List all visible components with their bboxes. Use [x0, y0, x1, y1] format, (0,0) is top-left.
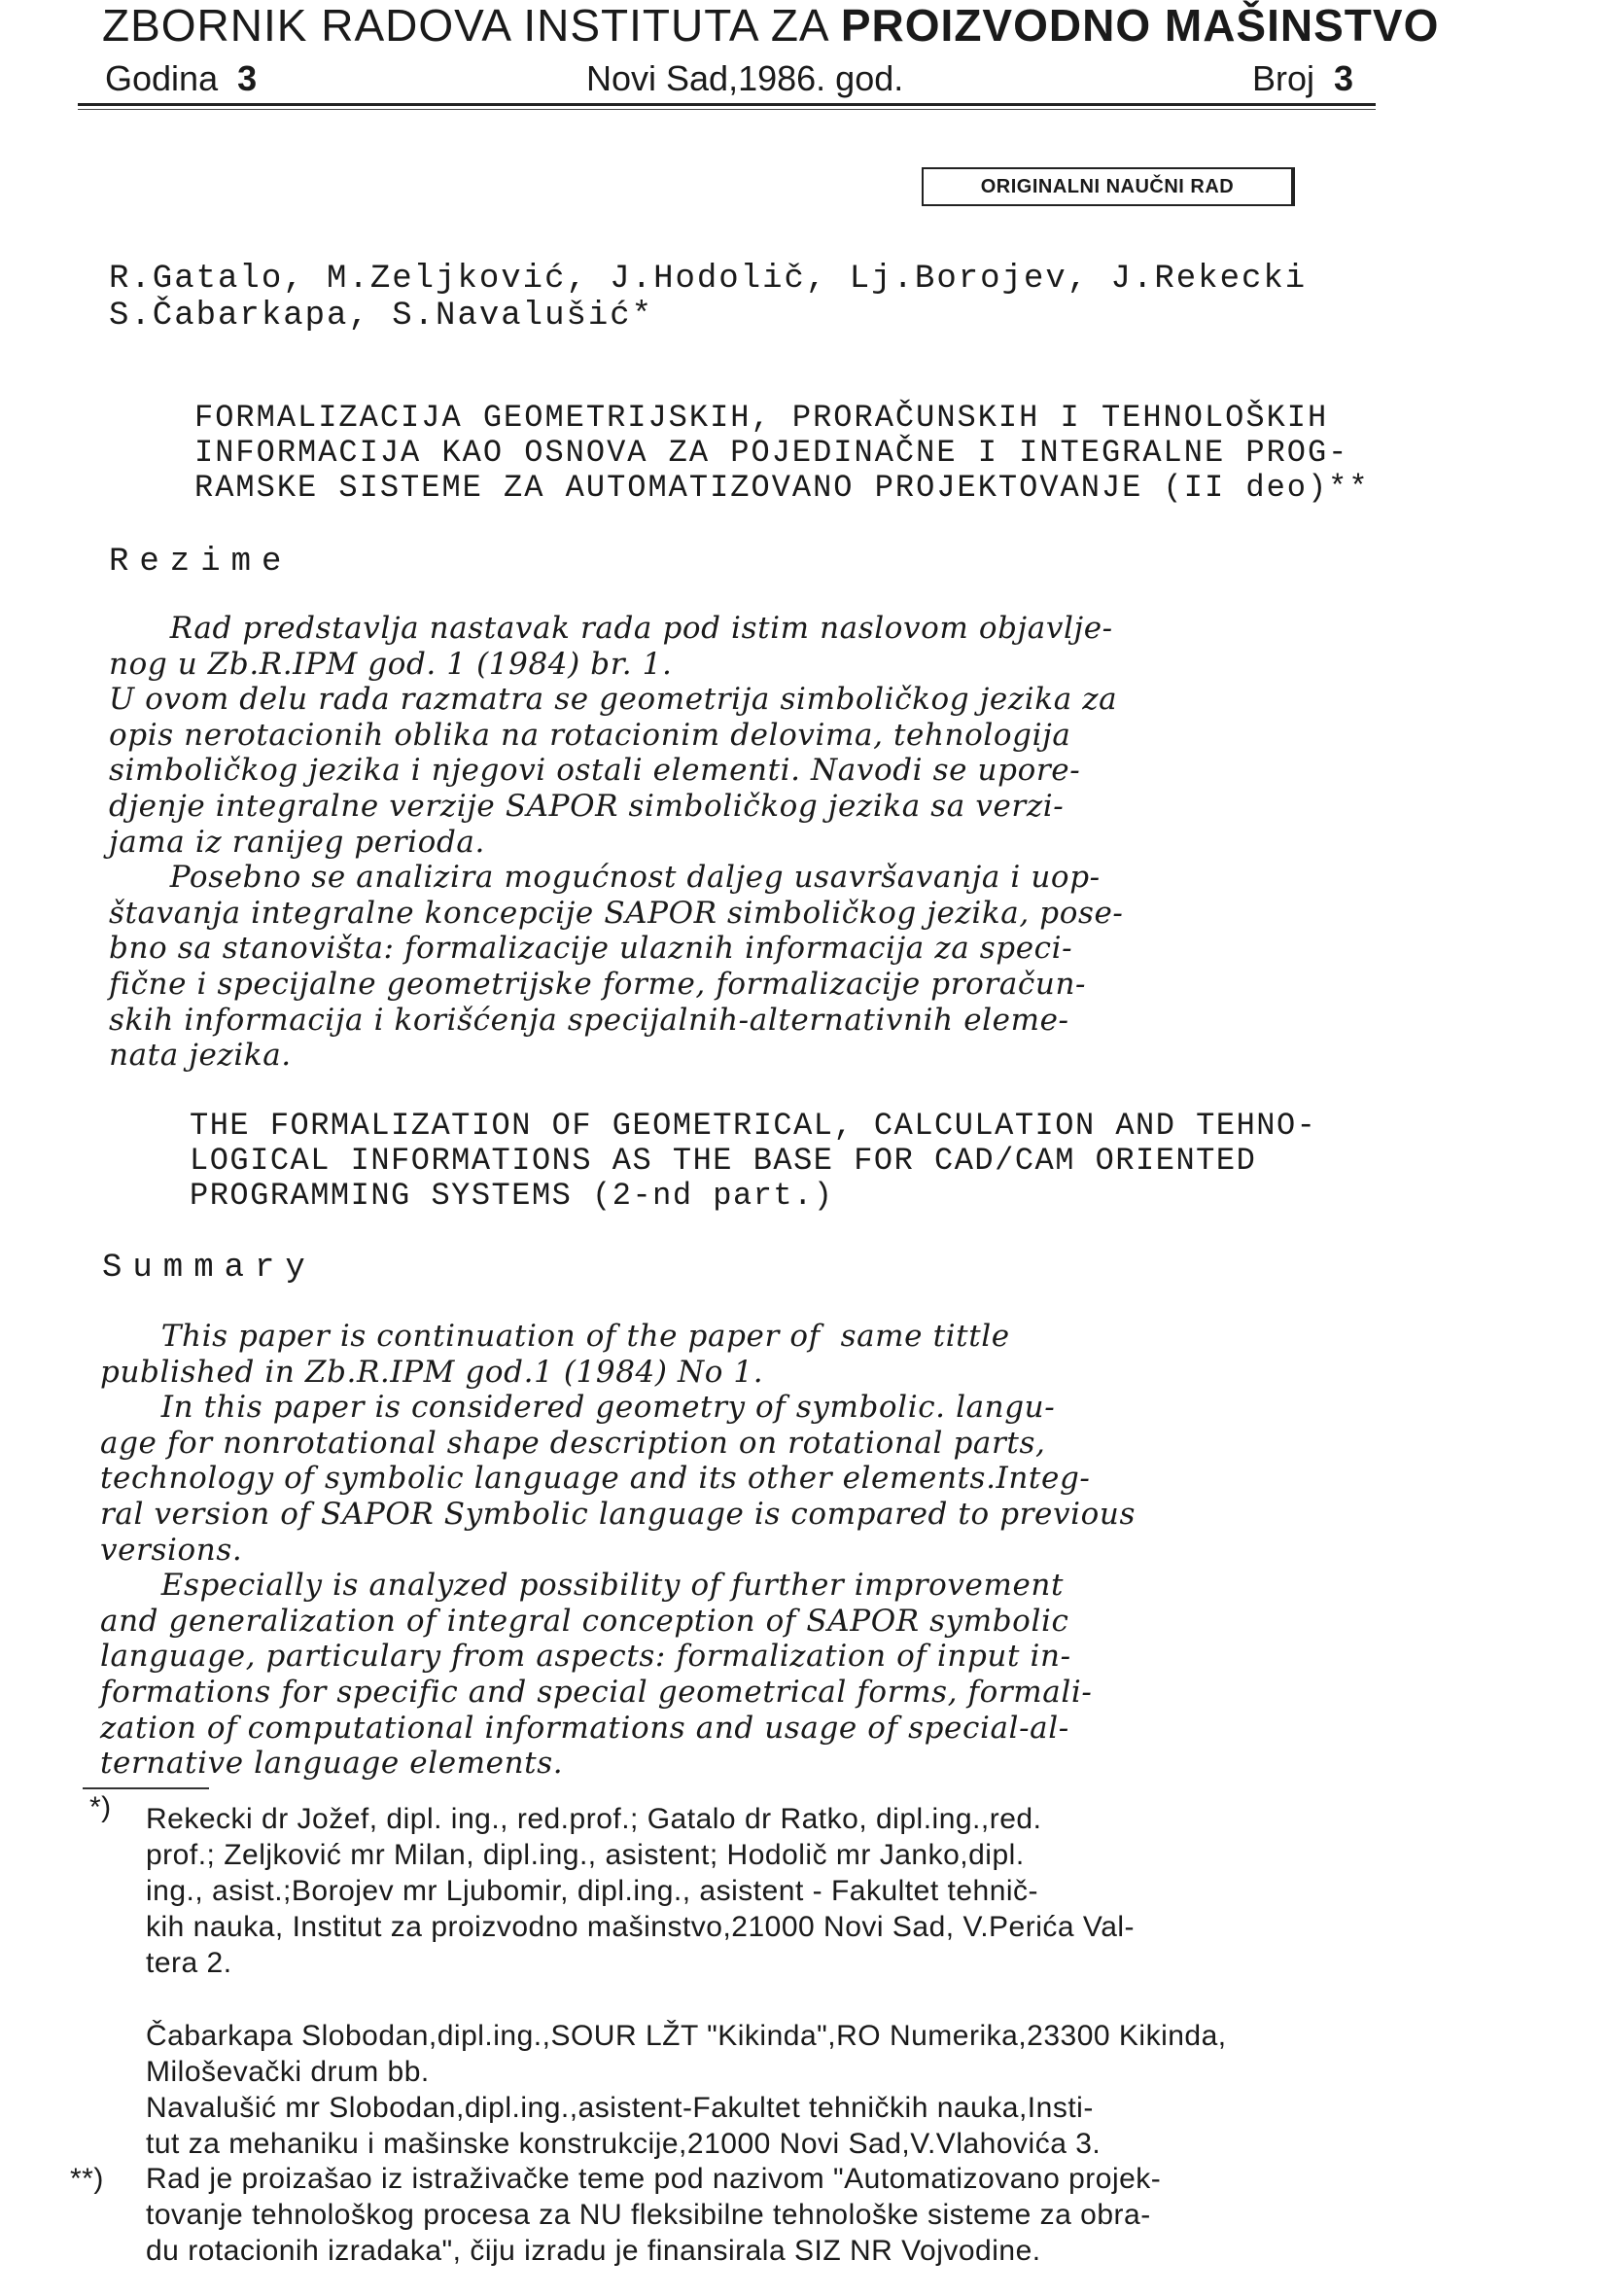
- footnote-line: tera 2.: [146, 1947, 232, 1979]
- abstract-line: This paper is continuation of the paper of same tittle: [100, 1319, 1010, 1354]
- abstract-line: formations for specific and special geometrical forms, formali-: [100, 1674, 1093, 1710]
- summary-heading: Summary: [102, 1250, 316, 1287]
- place-date: Novi Sad,1986. god.: [586, 58, 904, 98]
- abstract-line: U ovom delu rada razmatra se geometrija simboličkog jezika za: [109, 682, 1118, 718]
- abstract-line: jama iz ranijeg perioda.: [109, 824, 485, 860]
- issue-value: 3: [1334, 58, 1354, 98]
- title-serbian: [194, 401, 1370, 506]
- abstract-english: [100, 1319, 1442, 1782]
- abstract-line: zation of computational informations and usage of special-al-: [100, 1710, 1069, 1746]
- journal-title-regular: ZBORNIK RADOVA INSTITUTA ZA: [102, 0, 828, 51]
- abstract-line: age for nonrotational shape description on rotational parts,: [100, 1425, 1046, 1461]
- footnote-line: Rad je proizašao iz istraživačke teme pod nazivom "Automatizovano projek-: [146, 2163, 1162, 2195]
- title-line: INFORMACIJA KAO OSNOVA ZA POJEDINAČNE I INTEGRALNE PROG-: [194, 435, 1349, 471]
- abstract-line: Especially is analyzed possibility of further improvement: [100, 1568, 1065, 1604]
- authors-line: R.Gatalo, M.Zeljković, J.Hodolič, Lj.Borojev, J.Rekecki: [109, 261, 1308, 298]
- abstract-line: Posebno se analizira mogućnost daljeg usavršavanja i uop-: [109, 860, 1101, 896]
- footnote-mark: **): [70, 2163, 104, 2195]
- abstract-line: opis nerotacionih oblika na rotacionim delovima, tehnologija: [109, 717, 1071, 753]
- authors: [109, 261, 1307, 335]
- footnote-line: du rotacionih izradaka", čiju izradu je finansirala SIZ NR Vojvodine.: [146, 2235, 1041, 2267]
- abstract-line: ral version of SAPOR Symbolic language is compared to previous: [100, 1496, 1136, 1532]
- title-line: THE FORMALIZATION OF GEOMETRICAL, CALCULATION AND TEHNO-: [190, 1108, 1317, 1144]
- footnote-line: tovanje tehnološkog procesa za NU fleksibilne tehnološke sisteme za obra-: [146, 2199, 1151, 2231]
- header-rule-thin: [78, 109, 1376, 110]
- footnote-authors-ftn: [146, 1801, 1135, 1981]
- title-english: [190, 1109, 1316, 1214]
- journal-title: [102, 0, 1440, 51]
- abstract-line: nog u Zb.R.IPM god. 1 (1984) br. 1.: [109, 646, 673, 682]
- footnote-navalusic: [146, 2090, 1101, 2162]
- year-value: 3: [237, 58, 258, 98]
- abstract-serbian: [109, 611, 1412, 1074]
- abstract-line: In this paper is considered geometry of symbolic. langu-: [100, 1390, 1056, 1426]
- header-rule: [78, 103, 1376, 106]
- title-line: PROGRAMMING SYSTEMS (2-nd part.): [190, 1178, 834, 1214]
- footnote-line: ing., asist.;Borojev mr Ljubomir, dipl.ing., asistent - Fakultet tehnič-: [146, 1875, 1039, 1907]
- abstract-line: Rad predstavlja nastavak rada pod istim naslovom objavlje-: [109, 611, 1113, 646]
- title-line: RAMSKE SISTEME ZA AUTOMATIZOVANO PROJEKTOVANJE (II deo)**: [194, 470, 1370, 506]
- footnote-kikinda: [146, 2018, 1227, 2090]
- title-line: LOGICAL INFORMATIONS AS THE BASE FOR CAD/CAM ORIENTED: [190, 1143, 1257, 1179]
- title-line: FORMALIZACIJA GEOMETRIJSKIH, PRORAČUNSKIH I TEHNOLOŠKIH: [194, 400, 1329, 436]
- footnote-line: Miloševački drum bb.: [146, 2056, 430, 2088]
- abstract-line: ternative language elements.: [100, 1746, 564, 1782]
- abstract-line: technology of symbolic language and its other elements.Integ-: [100, 1461, 1091, 1497]
- abstract-line: simboličkog jezika i njegovi ostali elementi. Navodi se upore-: [109, 753, 1081, 789]
- abstract-line: skih informacija i korišćenja specijalnih-alternativnih eleme-: [109, 1002, 1069, 1038]
- abstract-line: published in Zb.R.IPM god.1 (1984) No 1.: [100, 1354, 764, 1390]
- footnote-funding: [146, 2161, 1161, 2269]
- footnote-line: Čabarkapa Slobodan,dipl.ing.,SOUR LŽT "Kikinda",RO Numerika,23300 Kikinda,: [146, 2020, 1227, 2052]
- issue-label-text: Broj: [1252, 58, 1315, 98]
- abstract-line: and generalization of integral conception of SAPOR symbolic: [100, 1603, 1069, 1639]
- abstract-line: bno sa stanovišta: formalizacije ulaznih informacija za speci-: [109, 931, 1073, 967]
- footnote-line: Rekecki dr Jožef, dipl. ing., red.prof.; Gatalo dr Ratko, dipl.ing.,red.: [146, 1803, 1042, 1835]
- footnote-line: prof.; Zeljković mr Milan, dipl.ing., asistent; Hodolič mr Janko,dipl.: [146, 1839, 1025, 1871]
- rezime-heading: Rezime: [109, 544, 293, 581]
- year-label-text: Godina: [105, 58, 219, 98]
- paper-type-badge: ORIGINALNI NAUČNI RAD: [922, 167, 1295, 206]
- abstract-line: nata jezika.: [109, 1038, 292, 1074]
- footnote-line: kih nauka, Institut za proizvodno mašinstvo,21000 Novi Sad, V.Perića Val-: [146, 1911, 1136, 1943]
- abstract-line: language, particulary from aspects: formalization of input in-: [100, 1639, 1071, 1675]
- authors-line: S.Čabarkapa, S.Navalušić*: [109, 298, 654, 335]
- year-label: [105, 56, 257, 101]
- abstract-line: djenje integralne verzije SAPOR simboličkog jezika sa verzi-: [109, 788, 1065, 824]
- abstract-line: štavanja integralne koncepcije SAPOR simboličkog jezika, pose-: [109, 895, 1124, 931]
- footnote-line: tut za mehaniku i mašinske konstrukcije,21000 Novi Sad,V.Vlahovića 3.: [146, 2128, 1102, 2160]
- journal-issue-line: [105, 56, 1374, 101]
- journal-title-bold: PROIZVODNO MAŠINSTVO: [840, 0, 1440, 51]
- footnote-line: Navalušić mr Slobodan,dipl.ing.,asistent-Fakultet tehničkih nauka,Insti-: [146, 2092, 1094, 2124]
- abstract-line: versions.: [100, 1532, 243, 1568]
- abstract-line: fične i specijalne geometrijske forme, formalizacije proračun-: [109, 966, 1087, 1002]
- footnote-mark: *): [89, 1791, 112, 1823]
- issue-label: [1252, 56, 1353, 101]
